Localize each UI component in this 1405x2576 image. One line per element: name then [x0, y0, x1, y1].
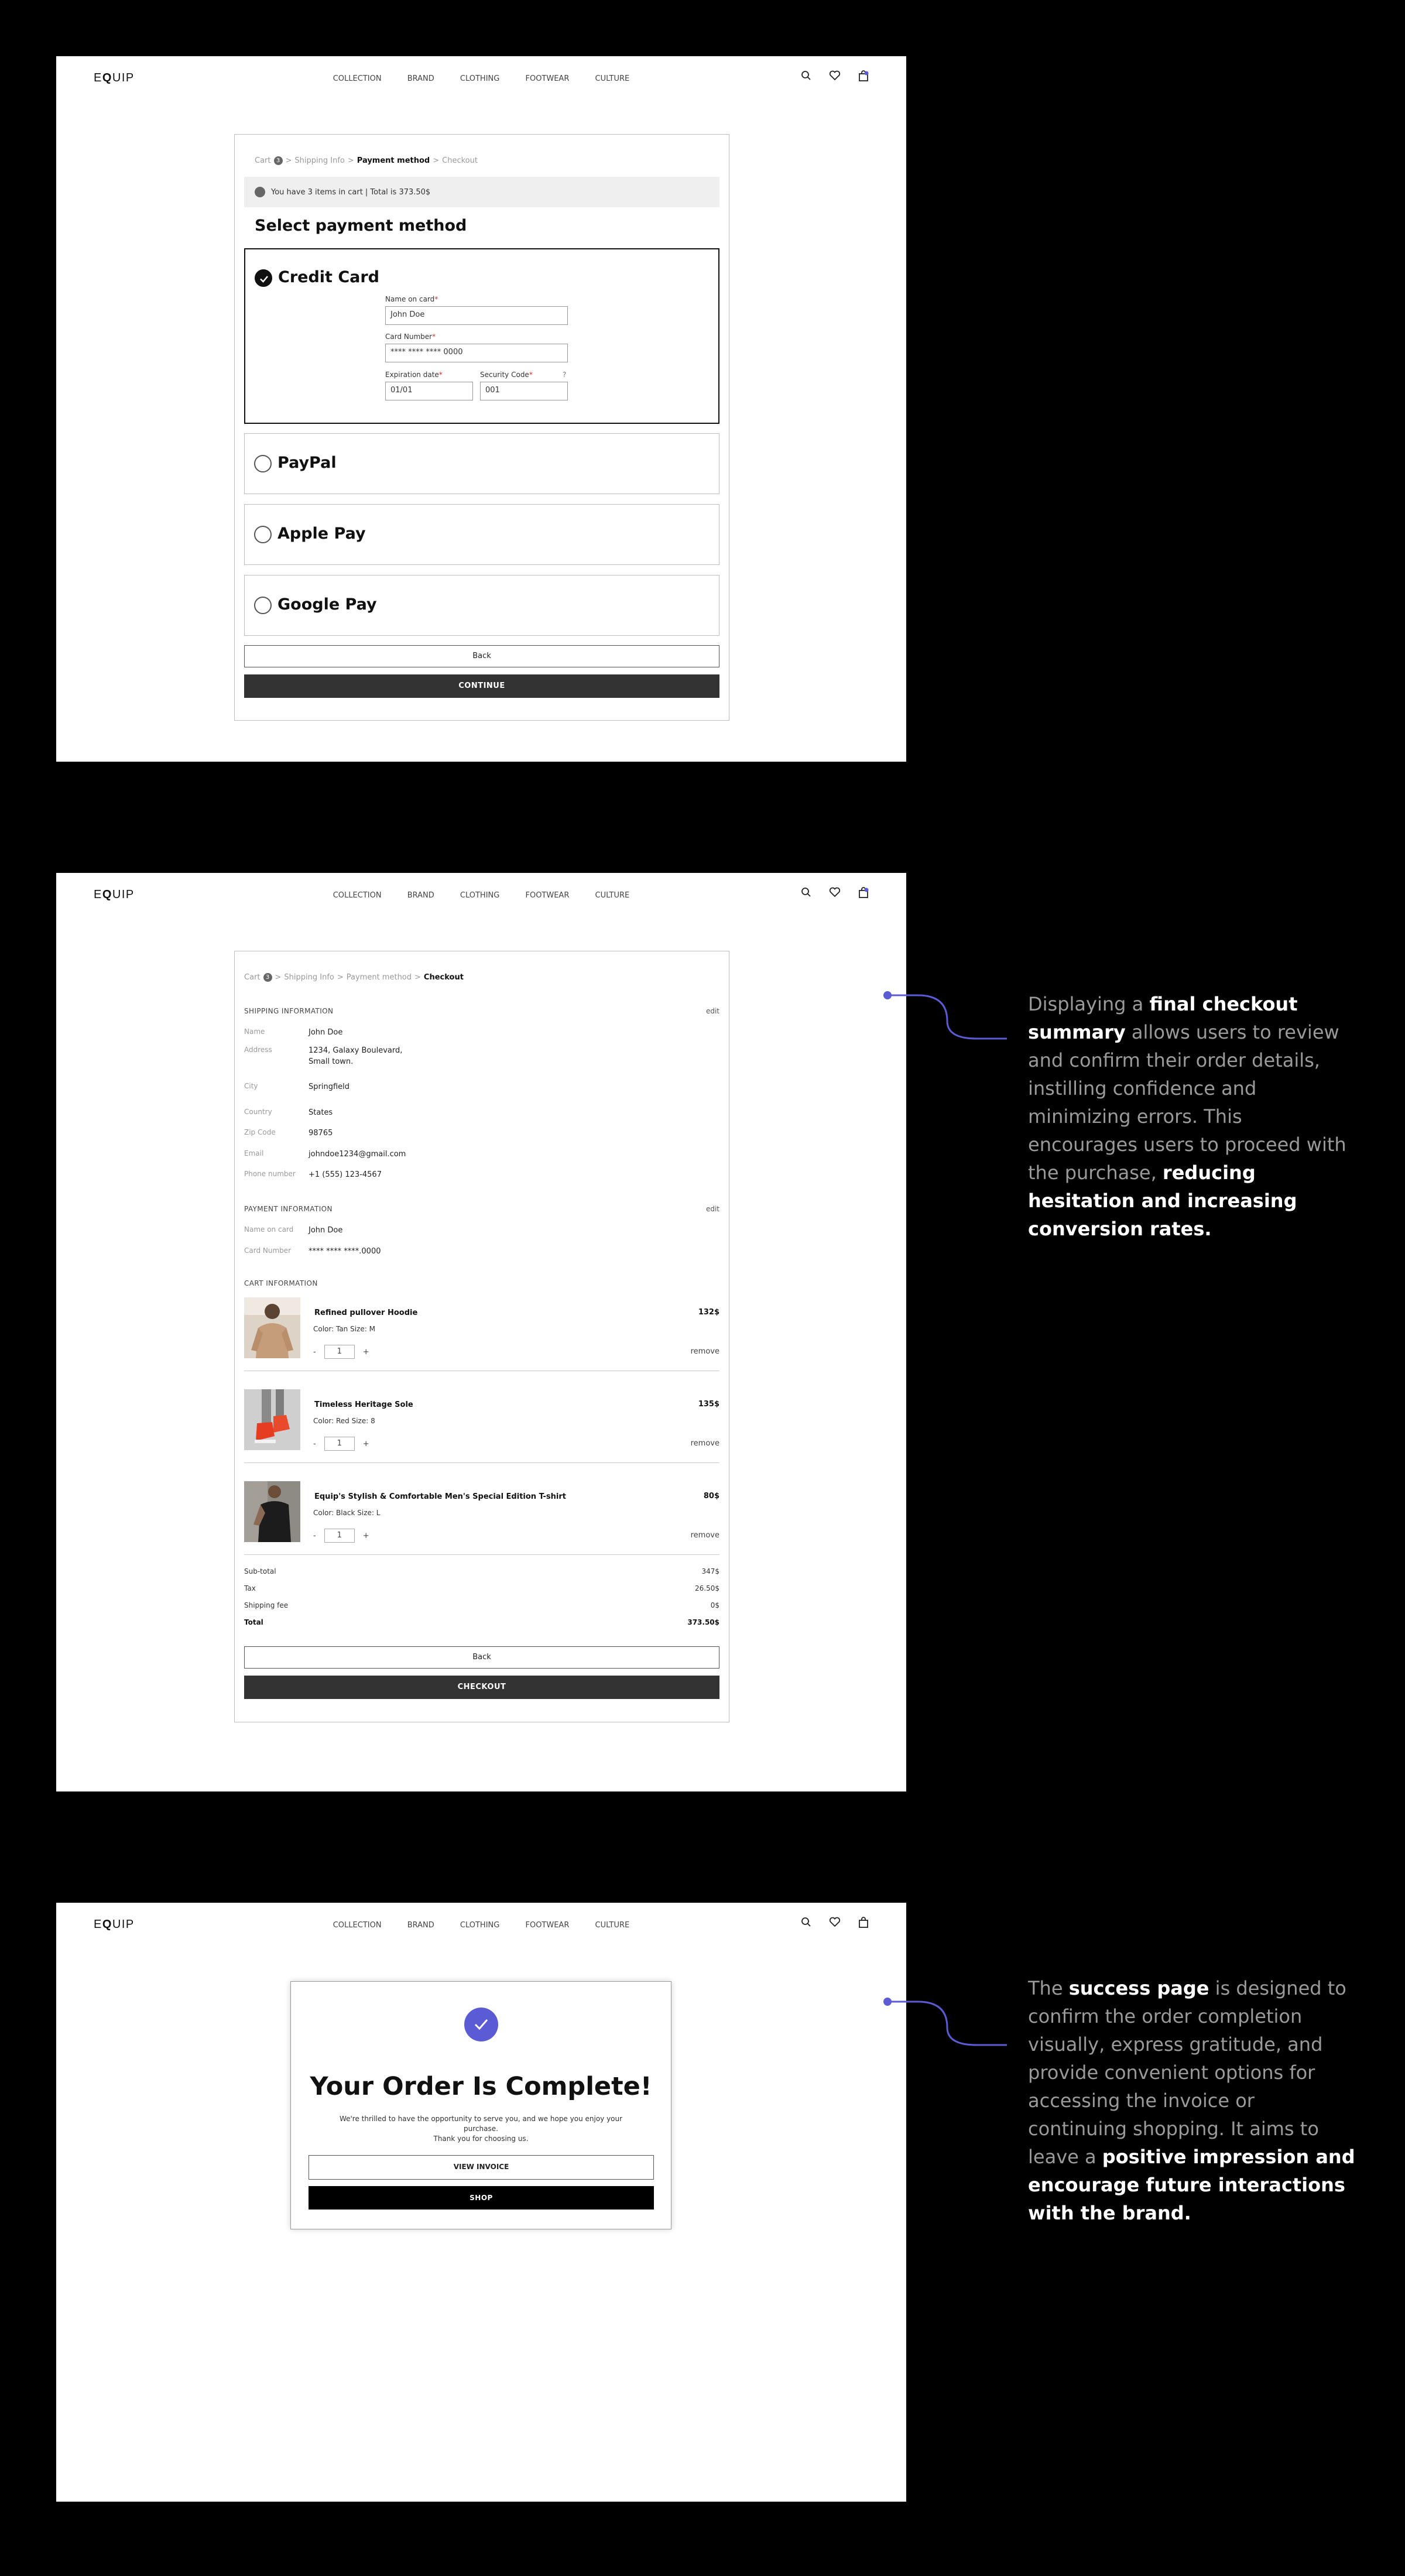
annotation-highlight: positive impression and encourage future interactions with the brand.: [1028, 2146, 1355, 2224]
quantity-stepper: [313, 1345, 369, 1359]
selected-check-icon[interactable]: [255, 269, 272, 287]
product-image-shoe[interactable]: [244, 1389, 300, 1450]
annotation-highlight: success page: [1068, 1977, 1209, 1999]
required-mark: *: [438, 371, 443, 379]
expiry-input[interactable]: 01/01: [385, 382, 473, 400]
subtotal-value: 347$: [701, 1567, 719, 1575]
quantity-stepper: [313, 1437, 369, 1451]
continue-button[interactable]: CONTINUE: [244, 674, 719, 698]
bag-icon[interactable]: [858, 1917, 869, 1928]
heart-icon[interactable]: [829, 1917, 841, 1927]
tax-value: 26.50$: [695, 1584, 719, 1592]
order-success-screen: [56, 1903, 906, 2502]
crumb-sep: >: [414, 973, 421, 982]
cvc-help-icon[interactable]: ?: [563, 371, 567, 379]
breadcrumb: [244, 973, 464, 982]
decrease-qty-button[interactable]: -: [313, 1439, 316, 1448]
required-mark: *: [432, 333, 436, 341]
success-card: [290, 1981, 671, 2229]
nav-icons: [801, 887, 869, 899]
nav-footwear[interactable]: FOOTWEAR: [525, 74, 570, 83]
success-message: [326, 2114, 636, 2144]
annotation-connector: [883, 988, 1012, 1047]
divider: [244, 1462, 719, 1463]
divider: [244, 1554, 719, 1555]
cart-info-bar: [244, 177, 719, 207]
payment-screen: [56, 56, 906, 762]
field-value: 98765: [309, 1129, 333, 1138]
cart-count-badge: 3: [274, 156, 283, 165]
equip-logo[interactable]: EQUIP: [94, 888, 135, 901]
tax-label: Tax: [244, 1584, 256, 1592]
field-label: Phone number: [244, 1170, 296, 1178]
main-menu: [56, 891, 906, 900]
annotation-text: allows users to review and confirm their order details, instilling confidence and minimizing errors. This encourages users to proceed with the purchase,: [1028, 1021, 1346, 1184]
product-price: 80$: [703, 1492, 719, 1501]
nav-clothing[interactable]: CLOTHING: [460, 891, 500, 900]
crumb-sep: >: [275, 973, 282, 982]
option-label: Credit Card: [278, 268, 380, 286]
option-label: PayPal: [277, 454, 337, 472]
product-options: Color: Tan Size: M: [313, 1325, 375, 1333]
crumb-checkout[interactable]: Checkout: [442, 156, 478, 165]
nav-collection[interactable]: COLLECTION: [333, 74, 382, 83]
total-label: Total: [244, 1618, 263, 1626]
bag-icon[interactable]: [858, 70, 869, 82]
search-icon[interactable]: [801, 1917, 811, 1927]
crumb-shipping[interactable]: Shipping Info: [294, 156, 345, 165]
increase-qty-button[interactable]: +: [362, 1439, 369, 1448]
annotation-success-page: [1028, 1974, 1356, 2227]
increase-qty-button[interactable]: +: [362, 1347, 369, 1356]
label-text: Card Number: [385, 333, 433, 341]
field-label: Card Number: [244, 1246, 292, 1255]
field-value: Springfield: [309, 1083, 350, 1091]
subtotal-label: Sub-total: [244, 1567, 276, 1575]
name-on-card-label: [385, 295, 438, 303]
qty-input[interactable]: 1: [324, 1345, 355, 1359]
edit-payment-link[interactable]: edit: [705, 1205, 719, 1213]
nav-clothing[interactable]: CLOTHING: [460, 1921, 500, 1930]
info-icon: [255, 187, 265, 197]
product-image-hoodie[interactable]: [244, 1297, 300, 1358]
nav-icons: [801, 70, 869, 82]
expiry-label: [385, 371, 443, 379]
remove-item-link[interactable]: remove: [690, 1531, 719, 1540]
security-code-input[interactable]: 001: [480, 382, 568, 400]
nav-brand[interactable]: BRAND: [407, 74, 434, 83]
top-navigation: [56, 56, 906, 103]
success-message-line: Thank you for choosing us.: [433, 2135, 529, 2143]
label-text: Expiration date: [385, 371, 439, 379]
nav-culture[interactable]: CULTURE: [595, 74, 630, 83]
product-name[interactable]: Equip's Stylish & Comfortable Men's Special Edition T-shirt: [314, 1492, 567, 1501]
shop-button[interactable]: SHOP: [309, 2186, 654, 2210]
field-label: City: [244, 1082, 258, 1090]
nav-clothing[interactable]: CLOTHING: [460, 74, 500, 83]
label-text: Name on card: [385, 295, 435, 303]
cart-info-text: You have 3 items in cart | Total is 373.50$: [271, 187, 431, 197]
heart-icon[interactable]: [829, 70, 841, 81]
field-label: Name: [244, 1027, 265, 1036]
required-mark: *: [529, 371, 533, 379]
crumb-payment[interactable]: Payment method: [346, 973, 412, 982]
option-label: Google Pay: [277, 595, 377, 614]
checkout-button[interactable]: CHECKOUT: [244, 1676, 719, 1699]
increase-qty-button[interactable]: +: [362, 1531, 369, 1540]
nav-culture[interactable]: CULTURE: [595, 891, 630, 900]
nav-footwear[interactable]: FOOTWEAR: [525, 1921, 570, 1930]
radio-icon[interactable]: [254, 597, 272, 614]
field-label: Name on card: [244, 1225, 294, 1234]
product-options: Color: Black Size: L: [313, 1509, 381, 1517]
qty-input[interactable]: 1: [324, 1529, 355, 1543]
card-number-input[interactable]: **** **** **** 0000: [385, 344, 568, 362]
field-value: **** **** ****.0000: [309, 1247, 381, 1256]
search-icon[interactable]: [801, 887, 811, 898]
field-value: +1 (555) 123-4567: [309, 1170, 382, 1179]
product-image-tshirt[interactable]: [244, 1481, 300, 1542]
option-label: Apple Pay: [277, 525, 366, 543]
success-title: Your Order Is Complete!: [310, 2072, 652, 2101]
page-title: Select payment method: [255, 217, 467, 235]
field-value: johndoe1234@gmail.com: [309, 1150, 406, 1159]
nav-footwear[interactable]: FOOTWEAR: [525, 891, 570, 900]
payment-card: [234, 134, 729, 721]
product-name[interactable]: Timeless Heritage Sole: [314, 1400, 413, 1409]
remove-item-link[interactable]: remove: [690, 1439, 719, 1448]
field-label: Address: [244, 1046, 272, 1054]
shipping-fee-label: Shipping fee: [244, 1601, 289, 1609]
name-on-card-input[interactable]: John Doe: [385, 306, 568, 325]
field-value: States: [309, 1108, 333, 1117]
product-name[interactable]: Refined pullover Hoodie: [314, 1308, 418, 1317]
decrease-qty-button[interactable]: -: [313, 1531, 316, 1540]
view-invoice-button[interactable]: VIEW INVOICE: [309, 2155, 654, 2180]
back-button[interactable]: Back: [244, 645, 719, 667]
crumb-shipping[interactable]: Shipping Info: [284, 973, 334, 982]
field-label: Zip Code: [244, 1128, 276, 1136]
annotation-highlight: final checkout summary: [1028, 993, 1298, 1043]
product-price: 135$: [698, 1400, 719, 1409]
equip-logo[interactable]: EQUIP: [94, 71, 135, 84]
field-value: Small town.: [309, 1057, 354, 1066]
field-label: Country: [244, 1108, 272, 1116]
checkout-card: [234, 951, 729, 1722]
crumb-sep: >: [285, 156, 292, 165]
annotation-connector: [883, 1995, 1012, 2053]
field-value: 1234, Galaxy Boulevard,: [309, 1046, 403, 1055]
crumb-checkout[interactable]: Checkout: [423, 973, 464, 982]
main-menu: [56, 1921, 906, 1930]
nav-collection[interactable]: COLLECTION: [333, 1921, 382, 1930]
qty-input[interactable]: 1: [324, 1437, 355, 1451]
quantity-stepper: [313, 1529, 369, 1543]
shipping-section-title: SHIPPING INFORMATION: [244, 1007, 334, 1015]
annotation-text: is designed to confirm the order completion visually, express gratitude, and provide convenient options for accessing the invoice or continuing shopping. It aims to leave a: [1028, 1977, 1346, 2168]
search-icon[interactable]: [801, 70, 811, 81]
radio-icon[interactable]: [254, 455, 272, 472]
remove-item-link[interactable]: remove: [690, 1347, 719, 1356]
heart-icon[interactable]: [829, 887, 841, 898]
bag-icon[interactable]: [858, 887, 869, 899]
crumb-cart[interactable]: Cart: [244, 973, 261, 982]
card-number-label: [385, 333, 436, 341]
main-menu: [56, 74, 906, 83]
required-mark: *: [434, 295, 438, 303]
breadcrumb: [255, 156, 478, 165]
nav-brand[interactable]: BRAND: [407, 1921, 434, 1930]
top-navigation: [56, 1903, 906, 1950]
payment-section-title: PAYMENT INFORMATION: [244, 1205, 333, 1213]
decrease-qty-button[interactable]: -: [313, 1347, 316, 1356]
nav-collection[interactable]: COLLECTION: [333, 891, 382, 900]
option-credit-card[interactable]: [244, 248, 719, 424]
annotation-text: The: [1028, 1977, 1069, 1999]
security-code-label: [480, 371, 533, 379]
crumb-cart[interactable]: Cart: [255, 156, 271, 165]
success-message-line: We're thrilled to have the opportunity to serve you, and we hope you enjoy your purchase.: [339, 2115, 623, 2133]
crumb-sep: >: [347, 156, 354, 165]
nav-brand[interactable]: BRAND: [407, 891, 434, 900]
annotation-highlight: reducing hesitation and increasing conversion rates.: [1028, 1162, 1297, 1240]
crumb-sep: >: [337, 973, 344, 982]
success-check-icon: [464, 2008, 498, 2041]
radio-icon[interactable]: [254, 526, 272, 543]
crumb-sep: >: [433, 156, 440, 165]
option-google-pay[interactable]: [244, 575, 719, 636]
checkout-summary-screen: [56, 873, 906, 1791]
top-navigation: [56, 873, 906, 920]
product-price: 132$: [698, 1308, 719, 1317]
annotation-text: Displaying a: [1028, 993, 1150, 1015]
total-value: 373.50$: [687, 1618, 719, 1626]
field-value: John Doe: [309, 1226, 343, 1235]
field-value: John Doe: [309, 1028, 343, 1037]
back-button[interactable]: Back: [244, 1646, 719, 1669]
cart-count-badge: 3: [263, 973, 272, 982]
label-text: Security Code: [480, 371, 529, 379]
annotation-checkout-summary: [1028, 990, 1356, 1243]
edit-shipping-link[interactable]: edit: [705, 1007, 719, 1015]
shipping-fee-value: 0$: [710, 1601, 719, 1609]
product-options: Color: Red Size: 8: [313, 1417, 375, 1425]
equip-logo[interactable]: EQUIP: [94, 1918, 135, 1931]
nav-culture[interactable]: CULTURE: [595, 1921, 630, 1930]
option-paypal[interactable]: [244, 433, 719, 494]
cart-section-title: CART INFORMATION: [244, 1279, 318, 1287]
crumb-payment[interactable]: Payment method: [357, 156, 430, 165]
nav-icons: [801, 1917, 869, 1928]
field-label: Email: [244, 1149, 264, 1157]
option-apple-pay[interactable]: [244, 504, 719, 565]
